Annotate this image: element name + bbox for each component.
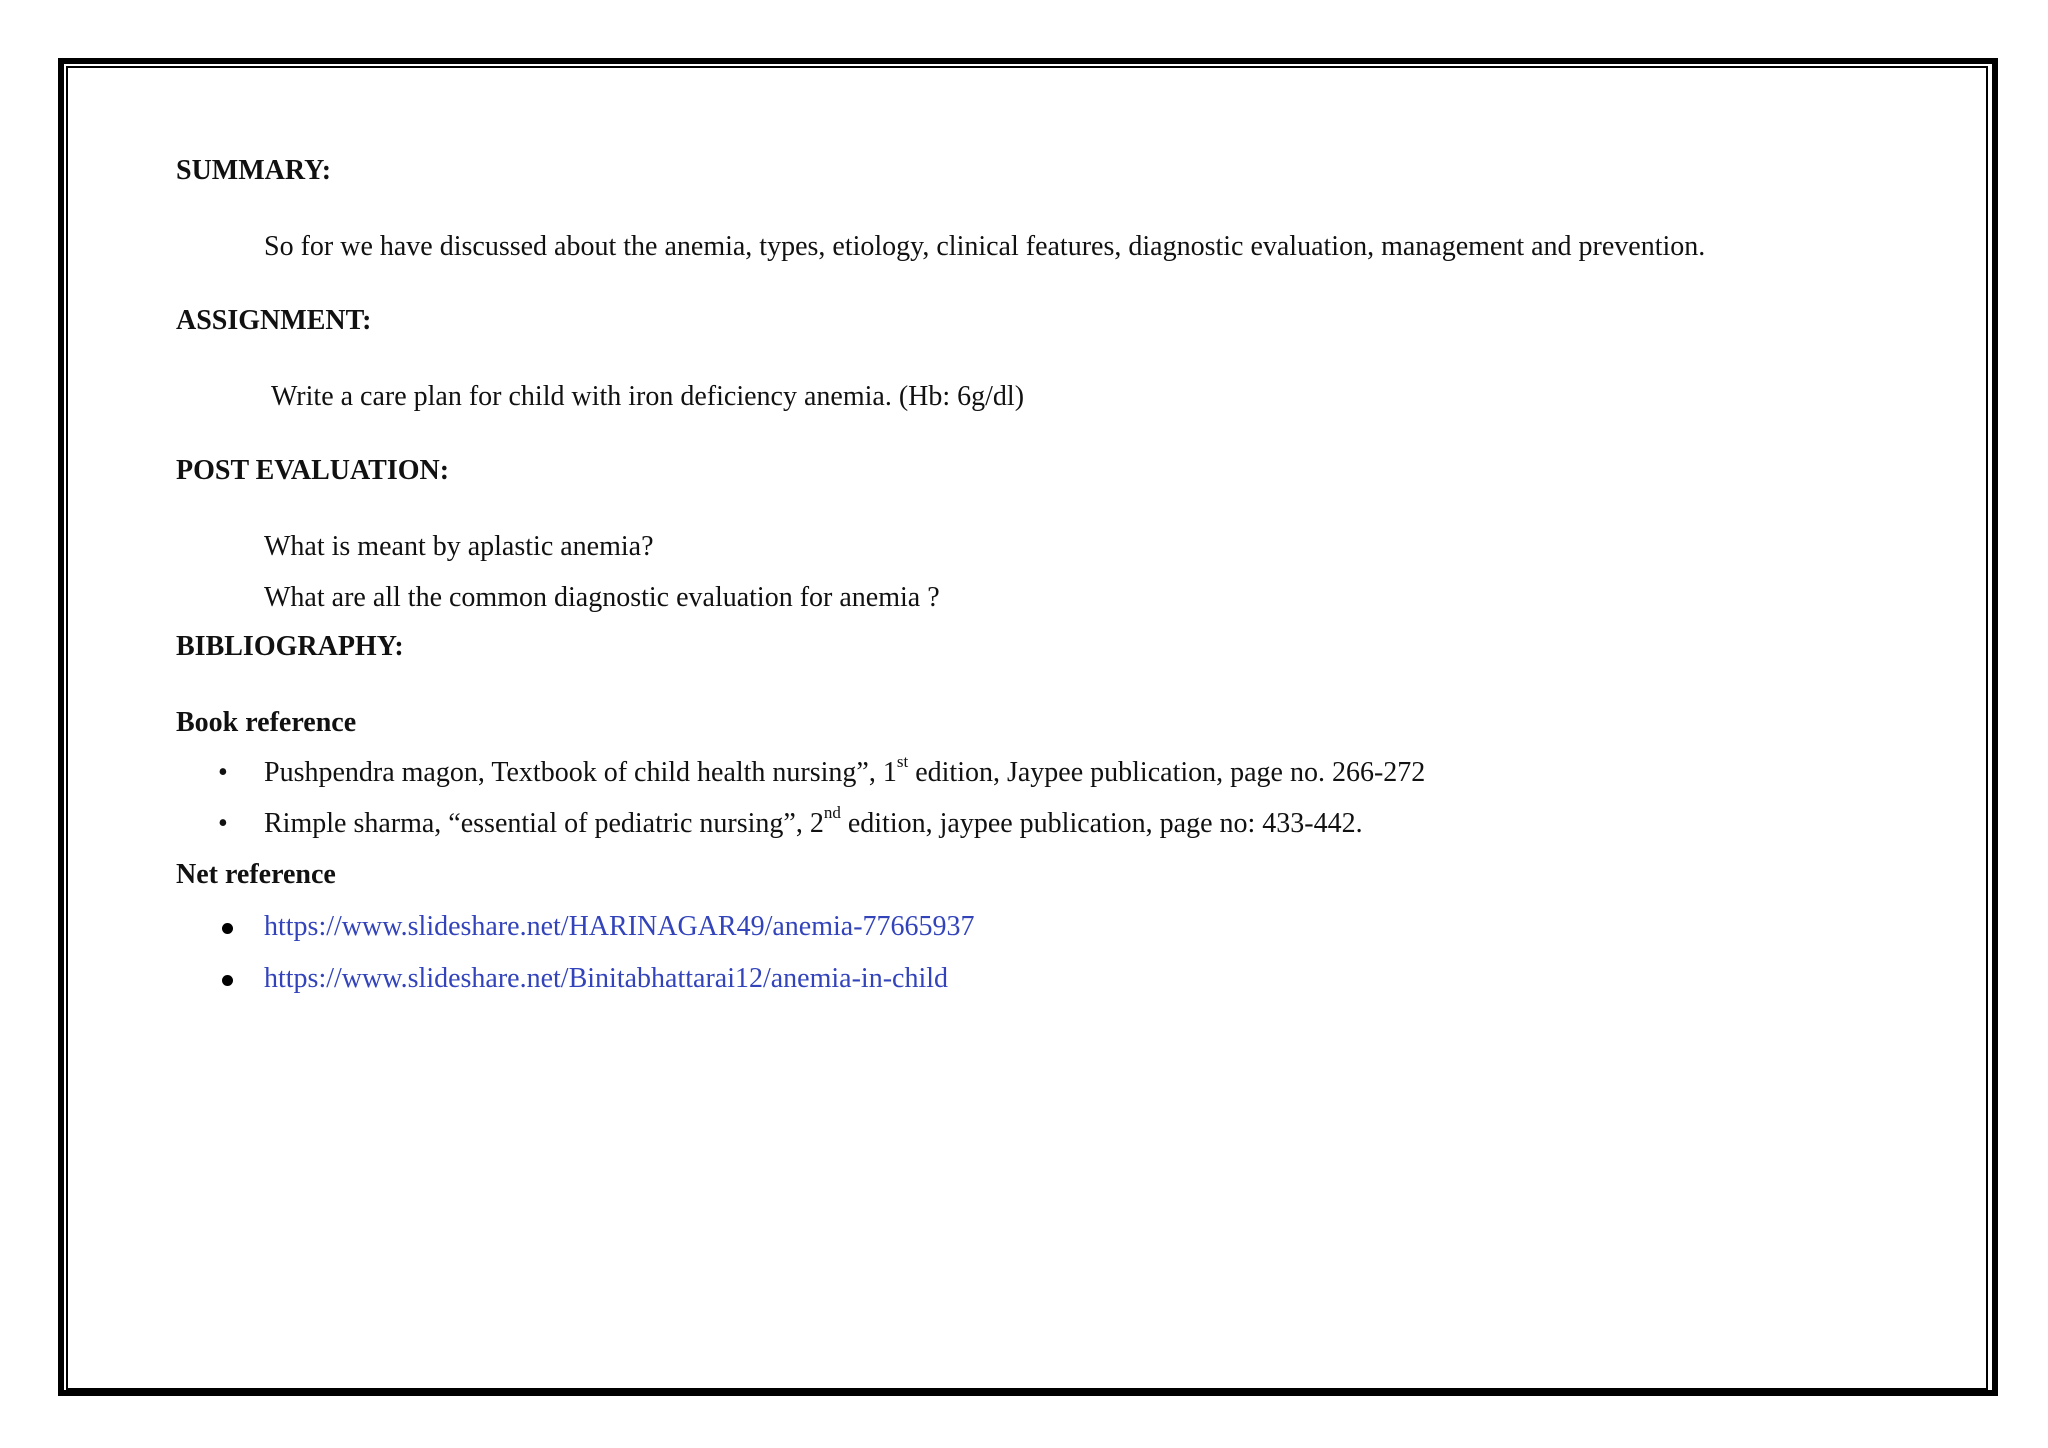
- net-reference-heading: Net reference: [176, 859, 336, 890]
- net-reference-link[interactable]: https://www.slideshare.net/Binitabhattarai12/anemia-in-child: [264, 963, 949, 994]
- book-reference-heading: Book reference: [176, 707, 357, 738]
- book-reference-text: Rimple sharma, “essential of pediatric nursing”, 2: [264, 808, 824, 839]
- bullet-icon: •: [218, 757, 228, 788]
- net-reference-item: [264, 962, 948, 996]
- bullet-icon: •: [218, 808, 228, 839]
- assignment-text: Write a care plan for child with iron deficiency anemia. (Hb: 6g/dl): [271, 381, 1025, 412]
- net-reference-item: [264, 910, 975, 944]
- book-reference-item: [264, 802, 1363, 841]
- bullet-icon: [222, 923, 233, 934]
- ordinal-suffix: st: [896, 751, 909, 771]
- book-reference-text: edition, jaypee publication, page no: 433-442.: [840, 808, 1363, 839]
- net-reference-link[interactable]: https://www.slideshare.net/HARINAGAR49/anemia-77665937: [264, 911, 975, 942]
- summary-heading: SUMMARY:: [176, 155, 332, 186]
- bullet-icon: [222, 975, 233, 986]
- book-reference-item: [264, 751, 1426, 790]
- assignment-heading: ASSIGNMENT:: [176, 305, 372, 336]
- ordinal-suffix: nd: [823, 802, 841, 822]
- post-evaluation-question: What is meant by aplastic anemia?: [264, 531, 654, 562]
- post-evaluation-question: What are all the common diagnostic evaluation for anemia ?: [264, 582, 940, 613]
- post-evaluation-heading: POST EVALUATION:: [176, 455, 450, 486]
- book-reference-text: edition, Jaypee publication, page no. 266-272: [908, 757, 1426, 788]
- bibliography-heading: BIBLIOGRAPHY:: [176, 631, 404, 662]
- book-reference-text: Pushpendra magon, Textbook of child health nursing”, 1: [264, 757, 897, 788]
- summary-text: So for we have discussed about the anemia, types, etiology, clinical features, diagnostic evaluation, management and prevention.: [264, 231, 1706, 262]
